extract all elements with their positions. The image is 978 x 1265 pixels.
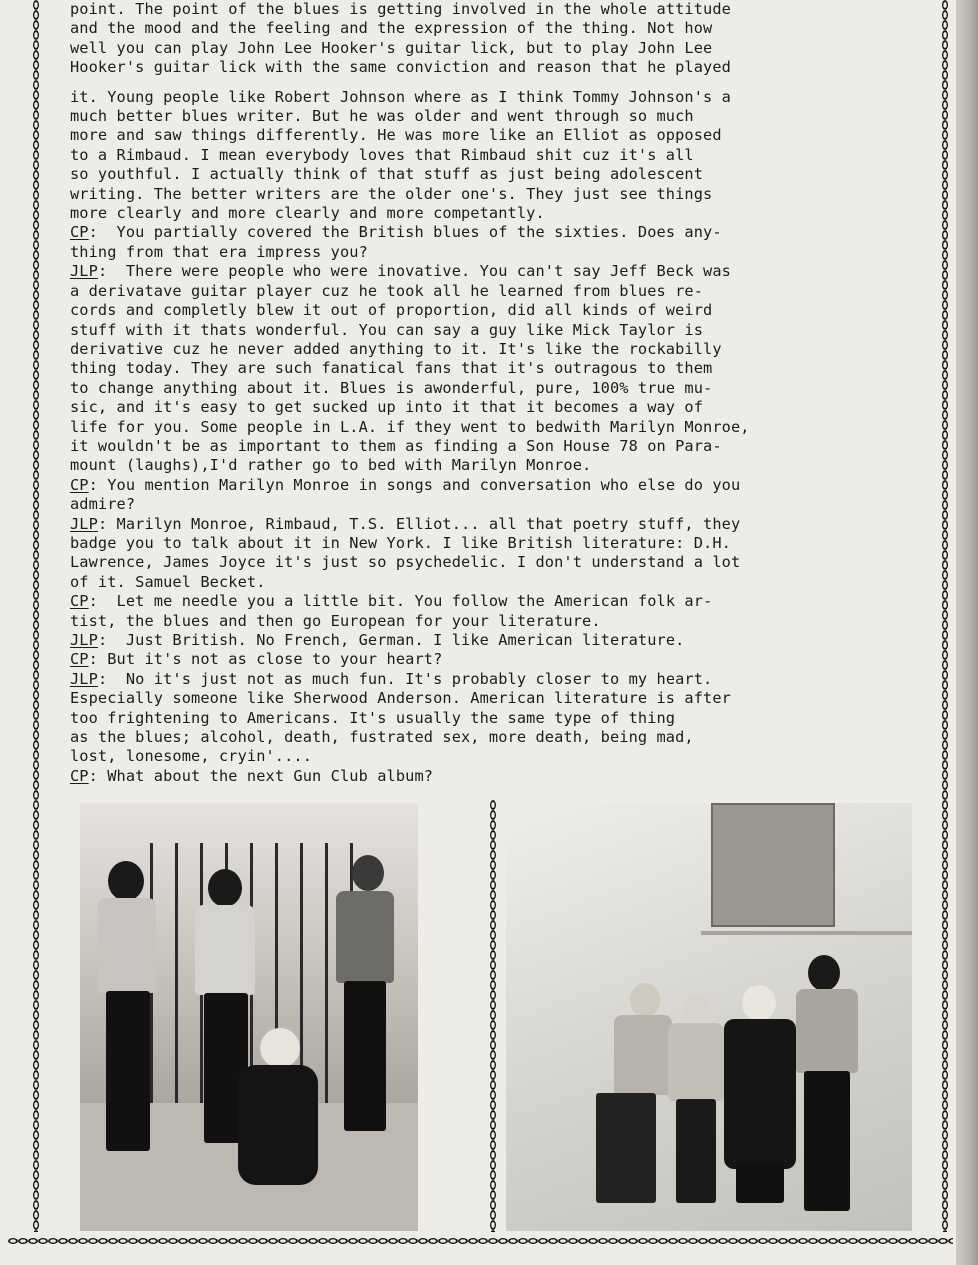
interview-line <box>70 747 910 766</box>
line-text: : What about the next Gun Club album? <box>88 766 434 785</box>
interview-line <box>70 379 910 398</box>
line-text: of it. Samuel Becket. <box>70 572 266 591</box>
line-text: Hooker's guitar lick with the same conviction and reason that he played <box>70 58 731 77</box>
speaker-label: CP <box>70 223 89 242</box>
interview-line <box>70 534 910 553</box>
line-text: it. Young people like Robert Johnson where as I think Tommy Johnson's a <box>70 87 731 106</box>
interview-line <box>70 612 910 631</box>
speaker-label: CP <box>70 592 89 611</box>
line-text: more clearly and more clearly and more competantly. <box>70 204 545 223</box>
interview-line <box>70 58 910 77</box>
line-text: more and saw things differently. He was more like an Elliot as opposed <box>70 126 722 145</box>
interview-line <box>70 495 910 514</box>
interview-line <box>70 204 910 223</box>
line-text: thing today. They are such fanatical fans that it's outragous to them <box>70 359 713 378</box>
center-chain-divider <box>489 800 497 1232</box>
line-text: to change anything about it. Blues is awonderful, pure, 100% true mu- <box>70 378 713 397</box>
line-text: much better blues writer. But he was older and went through so much <box>70 107 694 126</box>
interview-line <box>70 476 910 495</box>
interview-line <box>70 573 910 592</box>
interview-line <box>70 88 910 107</box>
interview-line <box>70 243 910 262</box>
line-text: mount (laughs),I'd rather go to bed with Marilyn Monroe. <box>70 456 592 475</box>
interview-line <box>70 767 910 786</box>
interview-line <box>70 359 910 378</box>
line-text: : No it's just not as much fun. It's probably closer to my heart. <box>97 669 713 688</box>
line-text: as the blues; alcohol, death, fustrated sex, more death, being mad, <box>70 728 694 747</box>
line-text: and the mood and the feeling and the expression of the thing. Not how <box>70 19 713 38</box>
bottom-chain-border <box>8 1237 953 1245</box>
paragraph-gap <box>70 78 910 88</box>
line-text: so youthful. I actually think of that stuff as just being adolescent <box>70 165 704 184</box>
line-text: to a Rimbaud. I mean everybody loves that Rimbaud shit cuz it's all <box>70 145 694 164</box>
interview-line <box>70 19 910 38</box>
interview-line <box>70 418 910 437</box>
interview-line <box>70 321 910 340</box>
speaker-label: CP <box>70 766 89 785</box>
line-text: life for you. Some people in L.A. if they went to bedwith Marilyn Monroe, <box>70 417 750 436</box>
band-photo-wall <box>506 803 912 1231</box>
speaker-label: CP <box>70 475 89 494</box>
line-text: too frightening to Americans. It's usually the same type of thing <box>70 708 676 727</box>
line-text: : Let me needle you a little bit. You follow the American folk ar- <box>88 592 713 611</box>
interview-line <box>70 282 910 301</box>
line-text: : You partially covered the British blues of the sixties. Does any- <box>88 223 722 242</box>
interview-line <box>70 0 910 19</box>
right-chain-border <box>941 0 949 1232</box>
interview-line <box>70 650 910 669</box>
speaker-label: JLP <box>70 669 98 688</box>
interview-line <box>70 301 910 320</box>
interview-line <box>70 39 910 58</box>
line-text: it wouldn't be as important to them as finding a Son House 78 on Para- <box>70 436 722 455</box>
line-text: : Just British. No French, German. I like American literature. <box>97 631 685 649</box>
line-text: writing. The better writers are the older one's. They just see things <box>70 184 713 203</box>
line-text: admire? <box>70 495 136 514</box>
line-text: badge you to talk about it in New York. I like British literature: D.H. <box>70 533 731 552</box>
interview-line <box>70 670 910 689</box>
interview-line <box>70 398 910 417</box>
interview-line <box>70 456 910 475</box>
line-text: : You mention Marilyn Monroe in songs and conversation who else do you <box>88 475 741 494</box>
line-text: thing from that era impress you? <box>70 242 368 261</box>
wall-plaque <box>711 803 835 927</box>
interview-line <box>70 126 910 145</box>
interview-line <box>70 515 910 534</box>
line-text: sic, and it's easy to get sucked up into it that it becomes a way of <box>70 398 704 417</box>
interview-line <box>70 340 910 359</box>
interview-text <box>70 0 910 786</box>
speaker-label: CP <box>70 650 89 669</box>
line-text: : There were people who were inovative. You can't say Jeff Beck was <box>97 262 731 281</box>
line-text: cords and completly blew it out of proportion, did all kinds of weird <box>70 301 713 320</box>
line-text: Lawrence, James Joyce it's just so psychedelic. I don't understand a lot <box>70 553 741 572</box>
interview-line <box>70 107 910 126</box>
speaker-label: JLP <box>70 514 98 533</box>
line-text: : But it's not as close to your heart? <box>88 650 443 669</box>
line-text: Especially someone like Sherwood Anderson. American literature is after <box>70 689 731 708</box>
line-text: well you can play John Lee Hooker's guitar lick, but to play John Lee <box>70 38 713 57</box>
interview-line <box>70 262 910 281</box>
interview-line <box>70 689 910 708</box>
interview-line <box>70 728 910 747</box>
interview-line <box>70 553 910 572</box>
speaker-label: JLP <box>70 262 98 281</box>
speaker-label: JLP <box>70 631 98 649</box>
interview-line <box>70 185 910 204</box>
interview-line <box>70 592 910 611</box>
line-text: point. The point of the blues is getting involved in the whole attitude <box>70 0 731 18</box>
interview-line <box>70 223 910 242</box>
line-text: stuff with it thats wonderful. You can say a guy like Mick Taylor is <box>70 320 704 339</box>
line-text: derivative cuz he never added anything to it. It's like the rockabilly <box>70 339 722 358</box>
line-text: tist, the blues and then go European for your literature. <box>70 611 601 630</box>
page-edge-shadow <box>956 0 978 1265</box>
interview-line <box>70 146 910 165</box>
interview-line <box>70 631 910 650</box>
line-text: : Marilyn Monroe, Rimbaud, T.S. Elliot... all that poetry stuff, they <box>97 514 741 533</box>
line-text: a derivatave guitar player cuz he took all he learned from blues re- <box>70 281 704 300</box>
band-photo-gate <box>80 803 418 1231</box>
interview-line <box>70 165 910 184</box>
interview-line <box>70 709 910 728</box>
left-chain-border <box>32 0 40 1232</box>
interview-line <box>70 437 910 456</box>
line-text: lost, lonesome, cryin'.... <box>70 747 313 766</box>
